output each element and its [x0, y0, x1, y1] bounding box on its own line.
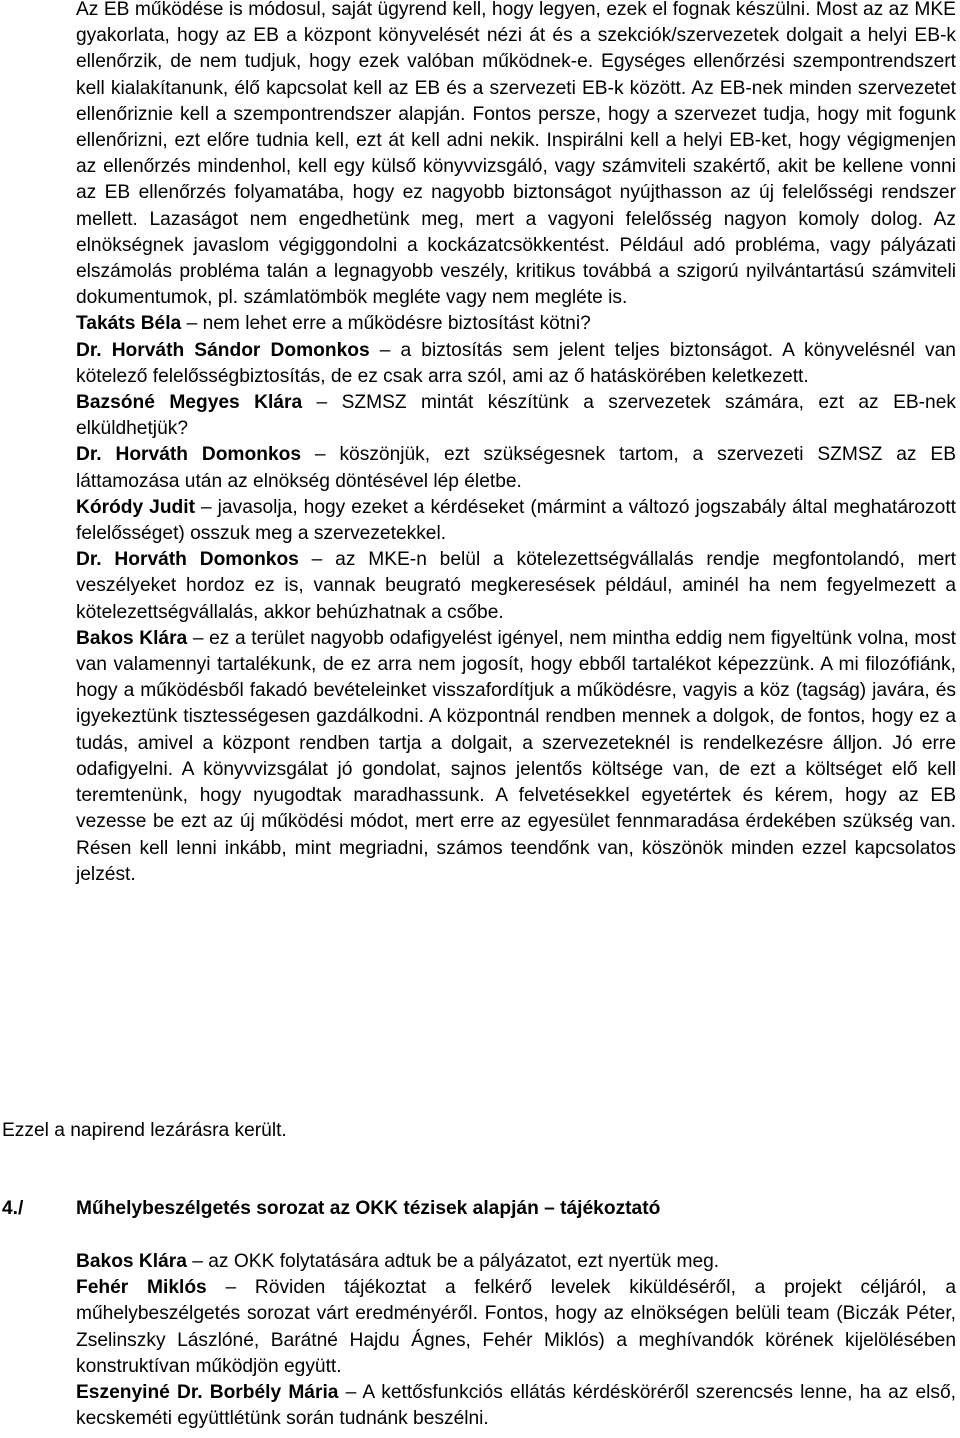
section-number: 4./ [2, 1198, 24, 1219]
speaker-name: Eszenyiné Dr. Borbély Mária [76, 1382, 339, 1404]
entry-text: – A kettősfunkciós ellátás kérdésköréről szerencsés lenne, ha az első, kecskeméti együttlétünk során tudnánk beszélni. [76, 1382, 957, 1430]
entry-text: – javasolja, hogy ezeket a kérdéseket (mármint a változó jogszabály által meghatározott felelősséget) osszuk meg a szervezetekkel. [76, 496, 956, 545]
eb-operation-paragraph: Az EB működése is módosul, saját ügyrend kell, hogy legyen, ezek el fognak készülni. Most az az MKE gyakorlata, hogy az EB a központ könyvelését nézi át és a szekciók/szervezetek dolgait a helyi EB-k ellenőrzik, de nem tudjuk, hogy ezek valóban működnek-e. Egységes ellenőrzési szempontrendszert kell kialakítanunk, élő kapcsolat kell az EB és a szervezeti EB-k között. Az EB-nek minden szervezetet ellenőriznie kell a szempontrendszer alapján. Fontos persze, hogy a szervezet tudja, hogy mit fogunk ellenőrizni, ezt előre tudnia kell, ezt át kell adni nekik. Inspirálni kell a helyi EB-ket, hogy végigmenjen az ellenőrzés mindenhol, kell egy külső könyvvizsgáló, vagy számviteli szakértő, akit be kellene vonni az EB ellenőrzés folyamatába, hogy ez nagyobb biztonságot nyújthasson az új felelősségi rendszer mellett. Lazaságot nem engedhetünk meg, mert a vagyoni felelősség nagyon komoly dolog. Az elnökségnek javaslom végiggondolni a kockázatcsökkentést. Például adó probléma, vagy pályázati elszámolás probléma talán a legnagyobb veszély, kritikus továbbá a szigorú nyilvántartású számviteli dokumentumok, pl. számlatömbök megléte vagy nem megléte is. [76, 0, 956, 309]
section-heading [0, 1196, 960, 1224]
minutes-entry [76, 626, 956, 888]
entry-text: – SZMSZ mintát készítünk a szervezetek számára, ezt az EB-nek elküldhetjük? [76, 392, 956, 440]
minutes-entry [76, 311, 956, 337]
minutes-entry [76, 1249, 956, 1275]
speaker-name: Bazsóné Megyes Klára [76, 392, 303, 414]
entry-text: – ez a terület nagyobb odafigyelést igényel, nem mintha eddig nem figyeltünk volna, most van valamennyi tartalékunk, de ez arra nem jogosít, hogy ebből tartalékot képezzünk. A mi filozófiánk, hogy a működésből fakadó bevételeinket visszafordítjuk a működésre, vagyis a köz (tagság) javára, és igyekeztünk tisztességesen gazdálkodni. A központnál rendben mennek a dolgok, de fontos, hogy ez a tudás, amivel a központ rendben tartja a dolgait, a szervezeteknél is rendelkezésre álljon. Jó erre odafigyelni. A könyvvizsgálat jó gondolat, sajnos jelentős költsége van, de ezt a költséget elő kell teremtenünk, hogy nyugodtak maradhassunk. A felvetésekkel egyetértek és kérem, hogy az EB vezesse be ezt az új működési módot, mert erre az egyesület fennmaradása érdekében szükség van. Résen kell lenni inkább, mint megriadni, számos teendőnk van, köszönök minden ezzel kapcsolatos jelzést. [76, 627, 956, 885]
section-minutes-block [76, 1249, 956, 1432]
entry-text: – köszönjük, ezt szükségesnek tartom, a szervezeti SZMSZ az EB láttamozása után az elnökség döntésével lép életbe. [76, 444, 957, 492]
speaker-name: Bakos Klára [76, 1251, 187, 1272]
minutes-entry [76, 547, 956, 626]
speaker-name: Dr. Horváth Sándor Domonkos [76, 339, 370, 361]
entry-text: – nem lehet erre a működésre biztosítást kötni? [181, 313, 591, 335]
entry-text: – Röviden tájékoztat a felkérő levelek kiküldéséről, a projekt céljáról, a műhelybeszélgetés sorozat várt eredményéről. Fontos, hogy az elnökségen belüli team (Biczák Péter, Zselinszky Lászlóné, Barátné Hajdu Ágnes, Fehér Miklós) a meghívandók körének kijelölésében konstruktívan működjön együtt. [76, 1277, 956, 1377]
minutes-entry [76, 1380, 956, 1432]
speaker-name: Kóródy Judit [76, 496, 195, 518]
speaker-name: Bakos Klára [76, 627, 188, 649]
minutes-entry [76, 390, 956, 442]
minutes-entry [76, 1275, 956, 1380]
minutes-entry [76, 338, 956, 390]
speaker-name: Takáts Béla [76, 313, 182, 335]
speaker-name: Dr. Horváth Domonkos [76, 549, 299, 571]
speaker-name: Dr. Horváth Domonkos [76, 444, 302, 466]
agenda-closing-line: Ezzel a napirend lezárásra került. [2, 1120, 287, 1141]
entry-text: – a biztosítás sem jelent teljes biztonságot. A könyvelésnél van kötelező felelősségbiztosítás, de ez csak arra szól, ami az ő hatáskörében keletkezett. [76, 339, 956, 387]
minutes-entry [76, 495, 956, 547]
entry-text: – az MKE-n belül a kötelezettségvállalás rendje megfontolandó, mert veszélyeket hordoz ez is, vannak beugrató megkeresések például, aminél ha nem fegyelmezett a kötelezettségvállalás, akkor behúzhatnak a csőbe. [76, 549, 956, 623]
minutes-entry [76, 442, 956, 494]
section-title: Műhelybeszélgetés sorozat az OKK tézisek alapján – tájékoztató [76, 1198, 661, 1219]
speaker-name: Fehér Miklós [76, 1277, 207, 1299]
minutes-block [76, 0, 956, 888]
entry-text: – az OKK folytatására adtuk be a pályázatot, ezt nyertük meg. [186, 1251, 720, 1272]
